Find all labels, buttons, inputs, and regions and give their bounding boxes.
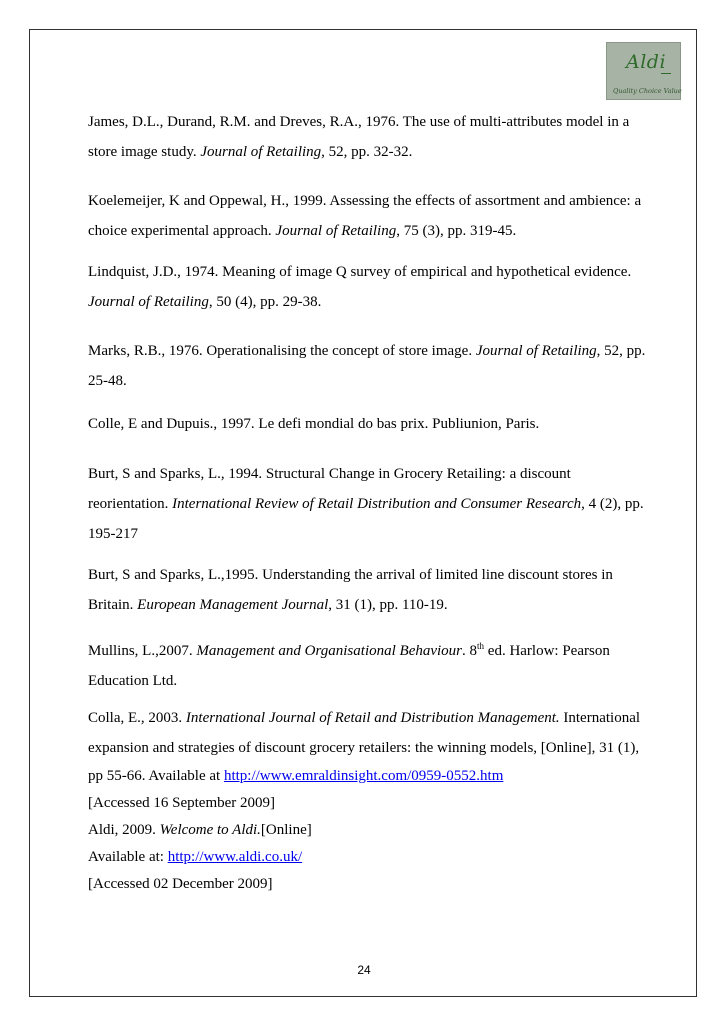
ref-text: pp 55-66. Available at xyxy=(88,768,224,784)
ref-journal: Journal of Retailing xyxy=(475,343,597,359)
ref-text: Colla, E., 2003. xyxy=(88,710,186,726)
ref-text: [Online] xyxy=(260,822,312,838)
ref-text: , 4 (2), pp. xyxy=(581,496,644,512)
ref-journal: International Journal of Retail and Distribution Management. xyxy=(185,710,560,726)
ref-journal: Journal of Retailing, xyxy=(200,144,325,160)
ref-accessed: [Accessed 16 September 2009] xyxy=(88,795,276,811)
ref-text: expansion and strategies of discount grocery retailers: the winning models, [Online], 31 (1), xyxy=(88,740,640,756)
ref-journal: Journal of Retailing xyxy=(275,223,397,239)
ref-text: , 31 (1), pp. 110-19. xyxy=(328,597,448,613)
ref-text: Burt, S and Sparks, L., 1994. Structural Change in Grocery Retailing: a discount xyxy=(88,466,571,482)
reference-colle xyxy=(88,409,648,439)
ref-text: Lindquist, J.D., 1974. Meaning of image Q survey of empirical and hypothetical evidence. xyxy=(88,264,632,280)
ref-text: Burt, S and Sparks, L.,1995. Understanding the arrival of limited line discount stores in xyxy=(88,567,613,583)
ref-text: Colle, E and Dupuis., 1997. Le defi mondial do bas prix. Publiunion, Paris. xyxy=(88,416,540,432)
ref-superscript: th xyxy=(477,641,485,651)
logo-name: Aldi xyxy=(626,51,667,73)
logo-tagline: Quality Choice Value xyxy=(613,87,682,95)
ref-text: , 50 (4), pp. 29-38. xyxy=(208,294,322,310)
emraldinsight-link[interactable]: http://www.emraldinsight.com/0959-0552.htm xyxy=(223,768,504,784)
ref-text: 195-217 xyxy=(88,526,138,542)
ref-text: , 52, pp. xyxy=(596,343,646,359)
logo-underline xyxy=(661,73,671,74)
ref-title: Management and Organisational Behaviour xyxy=(196,643,463,659)
ref-journal: Journal of Retailing xyxy=(88,294,209,310)
ref-text: Marks, R.B., 1976. Operationalising the concept of store image. xyxy=(88,343,476,359)
ref-text: 25-48. xyxy=(88,373,127,389)
ref-text: Aldi, 2009. xyxy=(88,822,160,838)
reference-mullins xyxy=(88,636,648,696)
reference-colla xyxy=(88,703,648,817)
ref-text: Britain. xyxy=(88,597,138,613)
page-number: 24 xyxy=(357,963,371,977)
ref-title: Welcome to Aldi. xyxy=(159,822,261,838)
reference-aldi xyxy=(88,817,648,898)
aldi-logo xyxy=(606,42,681,100)
reference-burt-1995 xyxy=(88,560,648,620)
reference-marks xyxy=(88,336,648,396)
aldi-link[interactable]: http://www.aldi.co.uk/ xyxy=(167,849,303,865)
ref-journal: European Management Journal xyxy=(137,597,329,613)
ref-text: , 75 (3), pp. 319-45. xyxy=(396,223,517,239)
reference-burt-1994 xyxy=(88,459,648,549)
ref-text: 52, pp. 32-32. xyxy=(324,144,413,160)
reference-koelemeijer xyxy=(88,186,648,246)
ref-text: ed. Harlow: Pearson xyxy=(484,643,610,659)
reference-james xyxy=(88,107,648,167)
ref-text: International xyxy=(559,710,641,726)
ref-text: . 8 xyxy=(462,643,478,659)
ref-text: James, D.L., Durand, R.M. and Dreves, R.A., 1976. The use of multi-attributes model in a xyxy=(88,114,630,130)
ref-accessed: [Accessed 02 December 2009] xyxy=(88,876,273,892)
ref-text: store image study. xyxy=(88,144,201,160)
ref-text: Available at: xyxy=(88,849,168,865)
ref-journal: International Review of Retail Distribution and Consumer Research xyxy=(172,496,582,512)
ref-text: Mullins, L.,2007. xyxy=(88,643,197,659)
ref-text: choice experimental approach. xyxy=(88,223,276,239)
ref-text: Education Ltd. xyxy=(88,673,178,689)
ref-text: reorientation. xyxy=(88,496,173,512)
reference-lindquist xyxy=(88,257,648,317)
ref-text: Koelemeijer, K and Oppewal, H., 1999. Assessing the effects of assortment and ambience: a xyxy=(88,193,642,209)
